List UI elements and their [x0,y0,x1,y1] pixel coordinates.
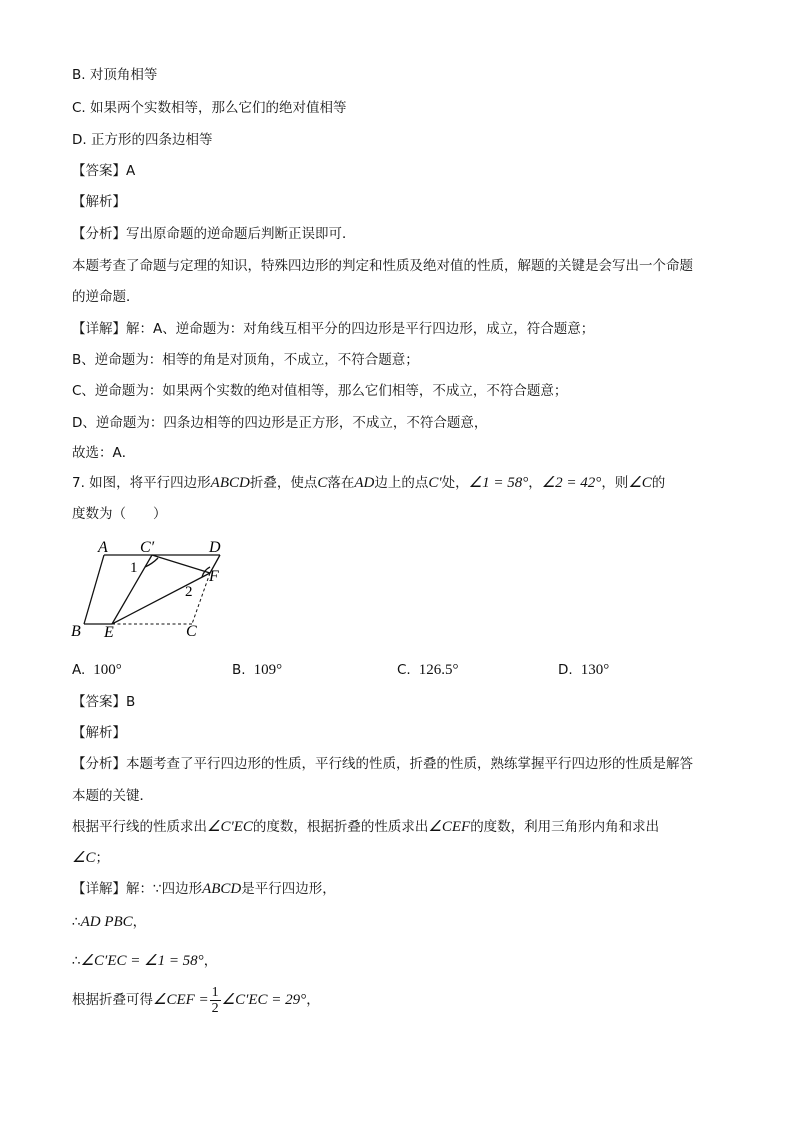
q7-text: 的 [651,475,666,491]
fenxi-7-line-1: 【分析】本题考查了平行四边形的性质，平行线的性质，折叠的性质，熟练掌握平行四边形的性质是解答 [72,756,693,772]
question-7-line-1 [72,474,665,492]
label-f: F [209,568,219,585]
detail-b: B、逆命题为：相等的角是对顶角，不成立，不符合题意； [72,352,419,368]
option-c-original: C. 如果两个实数相等，那么它们的绝对值相等 [72,100,347,116]
fraction-one-half: $\frac{1}{2}$ [211,984,219,1016]
fenxi-7-line-2: 本题的关键． [72,788,153,804]
option-a: A. 100° [72,662,122,678]
fenxi-7-line-4: ∠C； [72,850,109,866]
q7-angle2: ∠2 = 42° [541,475,602,491]
detail-a: 【详解】解：A、逆命题为：对角线互相平分的四边形是平行四边形，成立，符合题意； [72,321,595,337]
label-a: A [98,539,108,556]
math-angle-cef-eq: ∠CEF = [153,992,209,1008]
q7-text: 落在 [327,475,355,491]
q7-text: 折叠，使点 [249,475,318,491]
option-d-original: D. 正方形的四条边相等 [72,132,213,148]
analysis-label-7: 【解析】 [72,725,126,741]
q7-text: ， [528,475,542,491]
math-angle-cef: ∠CEF [428,819,471,835]
q7-text: 处， [441,475,469,491]
label-e: E [104,624,114,641]
q7-abcd: ABCD [210,475,250,491]
detail-d: D、逆命题为：四条边相等的四边形是正方形，不成立，不符合题意， [72,415,488,431]
detail-c: C、逆命题为：如果两个实数的绝对值相等，那么它们相等，不成立，不符合题意； [72,383,568,399]
analysis-label-6: 【解析】 [72,194,126,210]
label-b: B [71,623,81,640]
q7-ad: AD [354,475,375,491]
q7-angle-c: ∠C [628,475,652,491]
fenxi-7-line-3: 根据平行线的性质求出∠C′EC的度数，根据折叠的性质求出∠CEF的度数，利用三角形内角和求出 [72,819,660,835]
explanation-line-2: 的逆命题． [72,289,140,305]
label-c: C [186,623,197,640]
label-c-prime: C′ [140,539,155,556]
q7-text: 7. 如图，将平行四边形 [72,475,211,491]
math-abcd: ABCD [202,881,242,897]
label-angle-2: 2 [185,584,193,600]
option-d: D. 130° [558,662,610,678]
fenxi-6: 【分析】写出原命题的逆命题后判断正误即可． [72,226,356,242]
math-angle-eq: ∠C′EC = ∠1 = 58° [80,953,204,969]
option-b-original: B. 对顶角相等 [72,67,158,83]
options-row [72,662,712,680]
option-b: B. 109° [232,662,283,678]
math-angle-cprime-ec: ∠C′EC [207,819,253,835]
xiangjie-7-line-2: ∴AD PBC， [72,914,147,930]
xiangjie-7-line-3: ∴∠C′EC = ∠1 = 58°， [72,953,218,969]
xiangjie-7-line-4: 根据折叠可得∠CEF = $\frac{1}{2}$ ∠C′EC = 29°， [72,984,320,1016]
segment-c-prime-f [152,555,210,573]
figure-svg [70,536,240,646]
xiangjie-7-line-1: 【详解】解：∵四边形ABCD是平行四边形， [72,881,336,897]
q7-angle1: ∠1 = 58° [468,475,529,491]
option-c: C. 126.5° [397,662,459,678]
segment-ab [84,555,104,624]
math-angle-result: ∠C′EC = 29° [221,992,307,1008]
math-ad-pbc: AD PBC [80,914,133,930]
math-angle-c: ∠C [72,850,96,866]
choice-a: 故选：A． [72,445,136,461]
label-angle-1: 1 [130,560,138,576]
q7-text: ，则 [601,475,629,491]
q7-text: 边上的点 [374,475,429,491]
label-d: D [209,539,221,556]
answer-label-6: 【答案】A [72,163,136,179]
question-7-line-2: 度数为（ ） [72,506,167,522]
parallelogram-figure [70,536,240,650]
answer-label-7: 【答案】B [72,694,136,710]
explanation-line-1: 本题考查了命题与定理的知识，特殊四边形的判定和性质及绝对值的性质，解题的关键是会写出一个命题 [72,258,693,274]
q7-c: C [317,475,328,491]
q7-cprime: C′ [428,475,442,491]
